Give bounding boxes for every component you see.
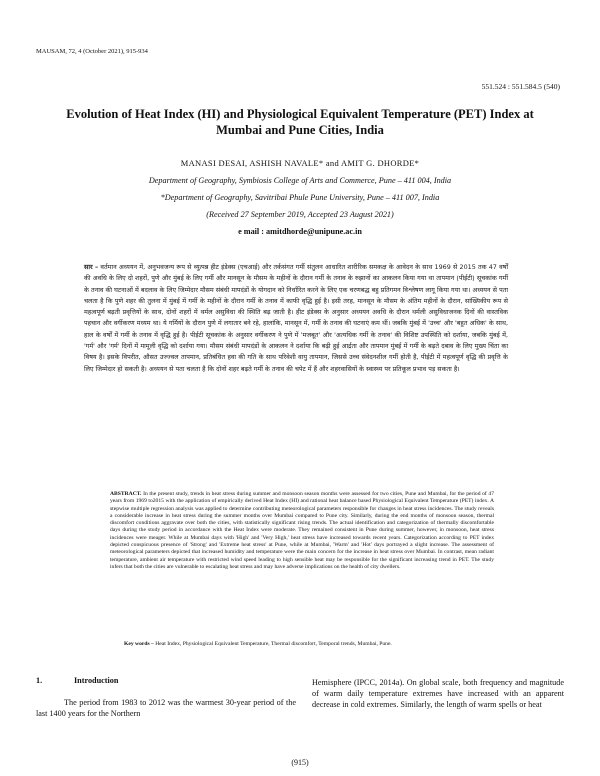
affiliation-2: *Department of Geography, Savitribai Phule Pune University, Pune – 411 007, India (160, 193, 440, 202)
hindi-abstract-text: वर्तमान अध्ययन में, अनुभवजन्य रूप से व्युत्पन्न हीट इंडेक्स (एचआई) और तर्कसंगत गर्मी संतुलन आधारित शारीरिक समकक्ष के आवेदन के साथ 1969 से 2015 तक 47 वर्षों की अवधि के लिए दो शहरों, पुणे और मुंबई के लिए गर्मी और मानसून के मौसम के महीनों के दौरान गर्मी के तनाव के रुझानों का आकलन किया गया था तापमान (पीईटी) सूचकांक गर्मी के तनाव की घटनाओं में बदलाव के लिए जिम्मेदार मौसम संबंधी मापदंडों के योगदान को निर्धारित करने के लिए एक चरणबद्ध बहु प्रतिगमन विश्लेषण लागू किया गया था। अध्ययन से पता चलता है कि पुणे शहर की तुलना में मुंबई में गर्मी के महीनों के दौरान गर्मी के तनाव में काफी वृद्धि हुई है। इसी तरह, मानसून के मौसम के अंतिम महीनों के दौरान, सांख्यिकीय रूप से महत्वपूर्ण बढ़ती प्रवृत्तियों के साथ, दोनों शहरों में थर्मल असुविधा की स्थिति बढ़ जाती है। हीट इंडेक्स के अनुसार अध्ययन अवधि के दौरान थर्मली असुविधाजनक दिनों की वास्तविक पहचान और वर्गीकरण मध्यम था। ये गर्मियों के दौरान पुणे में लगातार बने रहे, हालांकि, मानसून में, गर्मी के तनाव की घटनाएं कम थीं। जबकि मुंबई में 'उच्च' और 'बहुत अधिक' के साथ, हाल के वर्षों में गर्मी के तनाव में वृद्धि हुई है। पीईटी सूचकांक के अनुसार वर्गीकरण ने पुणे में 'मजबूत' और 'अत्यधिक गर्मी के तनाव' की विशिष्ट उपस्थिति को दर्शाया, जबकि मुंबई में, 'गर्म' और 'गर्म' दिनों में मामूली वृद्धि को दर्शाया गया। मौसम संबंधी मापदंडों के आकलन ने दर्शाया कि बढ़ी हुई आर्द्रता और तापमान मुंबई में गर्मी के बढ़ते दबाव के लिए मुख्य चिंता का विषय है। इसके विपरीत, औसत उज्ज्वल तापमान, प्रतिबंधित हवा की गति के साथ परिवेशी वायु तापमान, जिससे उच्च संवेदनशील गर्मी होती है, पीईटी में महत्वपूर्ण वृद्धि की प्रवृत्ति के लिए जिम्मेदार हो सकती है। अध्ययन से पता चलता है कि दोनों शहर बढ़ते गर्मी के तनाव की चपेट में हैं और शहरवासियों के स्वास्थ्य पर प्रतिकूल प्रभाव पड़ सकता है। (84, 263, 508, 373)
received-accepted-dates: (Received 27 September 2019, Accepted 23 August 2021) (206, 210, 394, 219)
intro-right-column: Hemisphere (IPCC, 2014a). On global scale, both frequency and magnitude of warm daily temperature extremes have increased with an apparent decrease in cold extremes. Similarly, the length of warm spells or heat (312, 678, 564, 710)
keywords (110, 641, 494, 649)
page-number: (915) (291, 758, 309, 767)
section-number: 1. (36, 676, 43, 685)
section-heading (36, 676, 118, 685)
keywords-label: Key words – (124, 641, 154, 647)
udc-classification: 551.524 : 551.584.5 (540) (481, 82, 560, 91)
keywords-text: Heat Index, Physiological Equivalent Temperature, Thermal discomfort, Temporal trends, Mumbai, Pune. (155, 641, 392, 647)
paper-title: Evolution of Heat Index (HI) and Physiological Equivalent Temperature (PET) Index at Mumbai and Pune Cities, India (66, 107, 534, 137)
contact-email[interactable]: e mail : amitdhorde@unipune.ac.in (238, 227, 362, 236)
authors: MANASI DESAI, ASHISH NAVALE* and AMIT G. DHORDE* (180, 158, 420, 168)
english-abstract (110, 491, 494, 571)
abstract-label: ABSTRACT. (110, 491, 142, 497)
hindi-abstract (84, 262, 508, 375)
section-title: Introduction (74, 676, 119, 685)
affiliation-1: Department of Geography, Symbiosis College of Arts and Commerce, Pune – 411 004, India (148, 176, 452, 185)
abstract-text: In the present study, trends in heat stress during summer and monsoon season months were assessed for two cities, Pune and Mumbai, for the period of 47 years from 1969 to2015 with the application of empirically derived Heat Index (HI) and rational heat balance based Physiological Equivalent Temperature (PET) index. A stepwise multiple regression analysis was applied to determine contributing meteorological parameters responsible for changes in heat stress incidences. The study reveals a considerable increase in heat stress during the summer months over Mumbai compared to Pune city. Similarly, during the end months of monsoon season, thermal discomfort conditions aggravate over both the cities, with statistically significant rising trends. The actual identification and categorization of thermally discomfortable days during the study period in accordance with the Heat Index were moderate. They remained consistent in Pune during summer, however, in monsoon, heat stress incidences were meager. While at Mumbai days with 'High' and 'Very High,' heat stress have increased towards recent years. Categorization according to PET index depicted conspicuous presence of 'Strong' and 'Extreme heat stress' at Pune, while at Mumbai, 'Warm' and 'Hot' days portrayed a slight increase. The assessment of meteorological parameters depicted that increased humidity and temperature were the main concern for the increase in heat stress over Mumbai. In contrast, mean radiant temperature, ambient air temperature with restricted wind speed leading to high sensible heat may be responsible for the significant increasing trend in PET. The study infers that both the cities are vulnerable to escalating heat stress and may have adverse implications on the health of city dwellers. (110, 491, 494, 570)
journal-reference: MAUSAM, 72, 4 (October 2021), 915-934 (36, 48, 148, 55)
intro-left-column: The period from 1983 to 2012 was the warmest 30-year period of the last 1400 years for the Northern (36, 698, 296, 719)
hindi-abstract-label: सार – (84, 263, 99, 271)
